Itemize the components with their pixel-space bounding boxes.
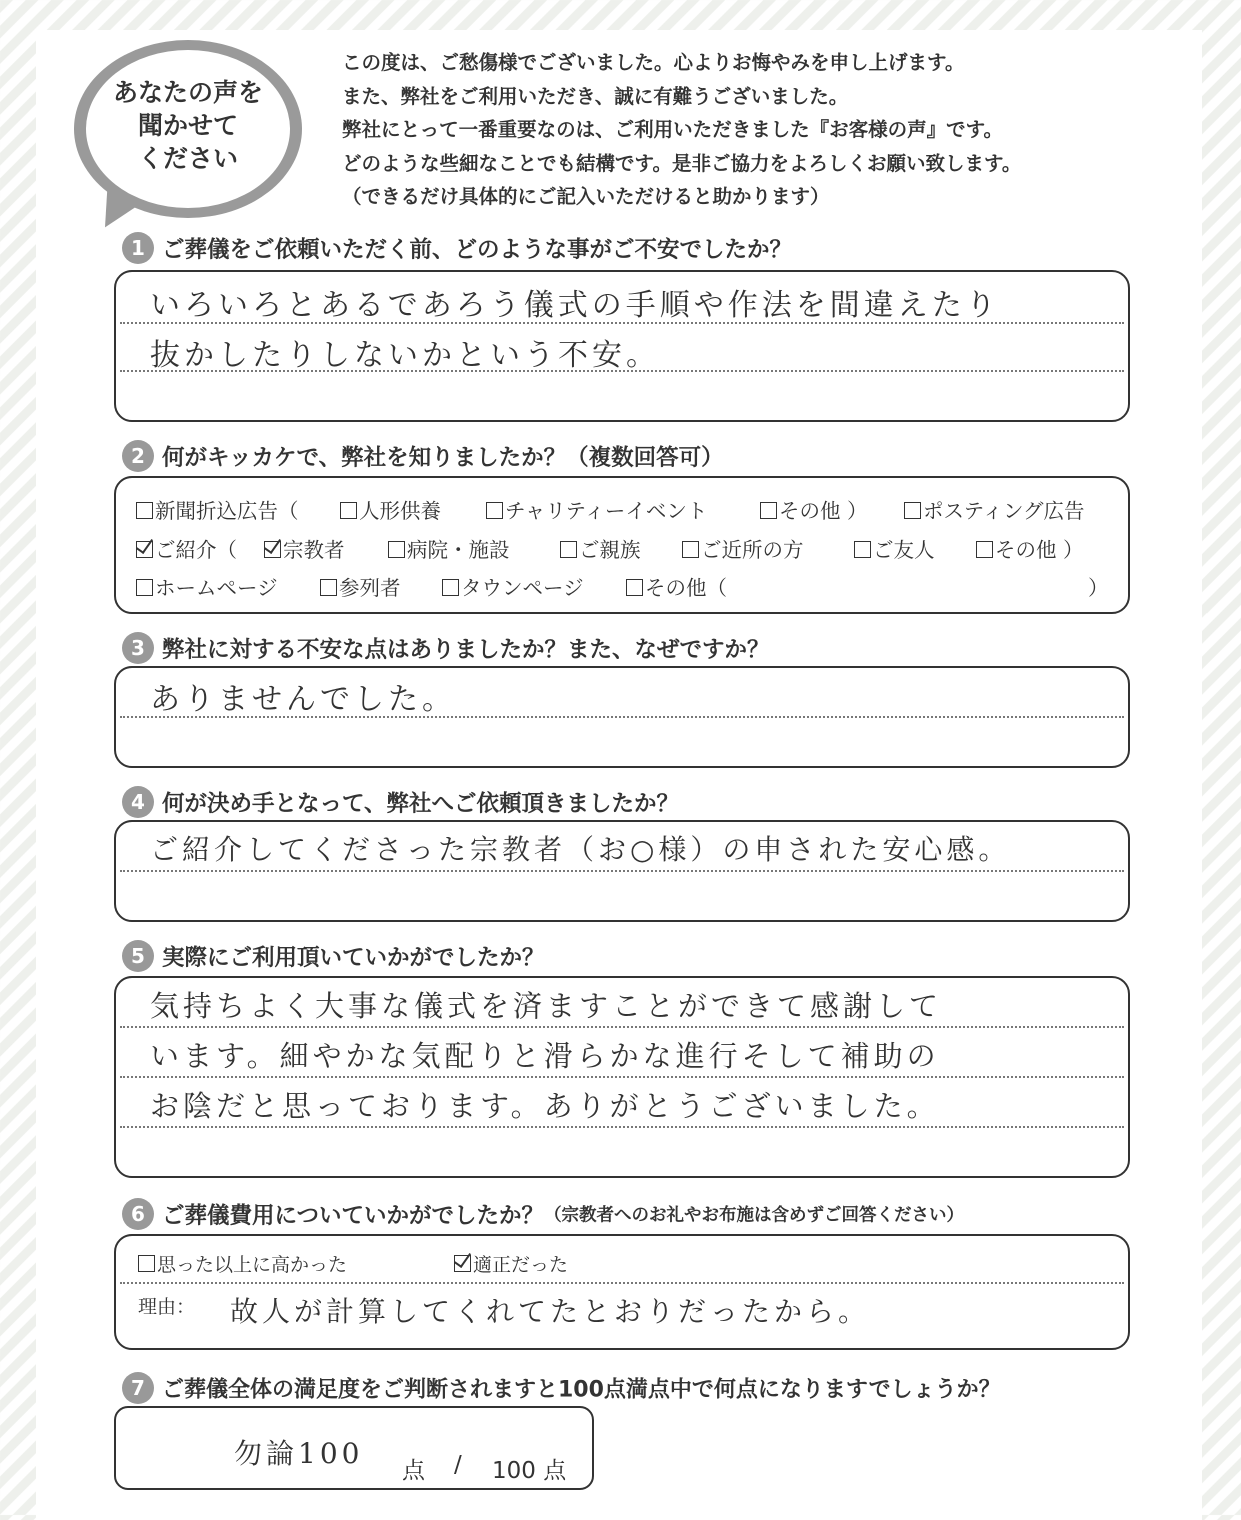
question-note: （宗教者へのお礼やお布施は含めずご回答ください） <box>544 1205 965 1226</box>
checkbox-checked[interactable] <box>264 541 281 558</box>
answer-box-5[interactable] <box>114 976 1130 1178</box>
checkbox[interactable] <box>854 541 871 558</box>
option-townpage[interactable]: タウンページ <box>442 571 584 601</box>
question-1 <box>122 232 792 264</box>
reason-label: 理由： <box>138 1296 196 1318</box>
option-neighbors[interactable]: ご近所の方 <box>682 533 804 563</box>
option-posting-ad[interactable]: ポスティング広告 <box>904 494 1085 524</box>
option-reasonable[interactable]: 適正だった <box>454 1250 568 1277</box>
option-other[interactable]: その他 ） <box>760 494 868 524</box>
score-max: 100 点 <box>492 1458 567 1484</box>
question-number: 3 <box>122 632 154 664</box>
checkbox[interactable] <box>560 541 577 558</box>
option-relatives[interactable]: ご親族 <box>560 533 641 563</box>
option-referral[interactable]: ご紹介（ <box>136 533 237 563</box>
question-title: 弊社に対する不安な点はありましたか？また、なぜですか？ <box>162 637 770 663</box>
option-doll-memorial[interactable]: 人形供養 <box>340 494 441 524</box>
bubble-heading <box>86 76 290 175</box>
option-attendee[interactable]: 参列者 <box>320 571 401 601</box>
option-charity-event[interactable]: チャリティーイベント <box>486 494 707 524</box>
handwritten-answer: 抜かしたりしないかという不安。 <box>150 338 660 373</box>
checkbox[interactable] <box>760 502 777 519</box>
score-slash: / <box>454 1452 462 1478</box>
checkbox[interactable] <box>626 579 643 596</box>
question-title: 何が決め手となって、弊社へご依頼頂きましたか？ <box>162 791 680 817</box>
checkbox[interactable] <box>682 541 699 558</box>
dotted-line <box>120 1282 1124 1284</box>
checkbox-checked[interactable] <box>136 541 153 558</box>
dotted-line <box>120 870 1124 872</box>
checkbox[interactable] <box>138 1255 155 1272</box>
answer-box-2 <box>114 476 1130 614</box>
question-number: 1 <box>122 232 154 264</box>
handwritten-answer: いろいろとあるであろう儀式の手順や作法を間違えたり <box>150 288 1000 323</box>
dotted-line <box>120 1076 1124 1078</box>
dotted-line <box>120 1026 1124 1028</box>
bubble-line: あなたの声を <box>112 78 263 107</box>
option-religious[interactable]: 宗教者 <box>264 533 345 563</box>
question-title: ご葬儀全体の満足度をご判断されますと100点満点中で何点になりますでしょうか？ <box>162 1377 1001 1403</box>
checkbox[interactable] <box>136 502 153 519</box>
option-homepage[interactable]: ホームページ <box>136 571 278 601</box>
option-too-expensive[interactable]: 思った以上に高かった <box>138 1250 347 1277</box>
checkbox-checked[interactable] <box>454 1255 471 1272</box>
handwritten-answer: 気持ちよく大事な儀式を済ますことができて感謝して <box>150 989 943 1023</box>
checkbox[interactable] <box>904 502 921 519</box>
option-hospital[interactable]: 病院・施設 <box>388 533 510 563</box>
score-box[interactable] <box>114 1406 594 1490</box>
question-3 <box>122 632 770 664</box>
question-title: ご葬儀をご依頼いただく前、どのような事がご不安でしたか？ <box>162 237 793 263</box>
question-4 <box>122 786 679 818</box>
intro-line: どのような些細なことでも結構です。是非ご協力をよろしくお願い致します。 <box>342 151 1022 175</box>
question-title: 何がキッカケで、弊社を知りましたか？（複数回答可） <box>162 445 724 471</box>
checkbox[interactable] <box>320 579 337 596</box>
checkbox[interactable] <box>976 541 993 558</box>
handwritten-answer: ご紹介してくださった宗教者（お○様）の申された安心感。 <box>150 833 1011 866</box>
intro-line: 弊社にとって一番重要なのは、ご利用いただきました『お客様の声』です。 <box>342 118 1004 141</box>
question-number: 2 <box>122 440 154 472</box>
question-number: 7 <box>122 1372 154 1404</box>
checkbox[interactable] <box>388 541 405 558</box>
option-newspaper[interactable]: 新聞折込広告（ <box>136 494 299 524</box>
dotted-line <box>120 1126 1124 1128</box>
intro-line: また、弊社をご利用いただき、誠に有難うございました。 <box>342 84 849 108</box>
option-friends[interactable]: ご友人 <box>854 533 935 563</box>
question-number: 6 <box>122 1198 154 1230</box>
answer-box-6 <box>114 1234 1130 1350</box>
question-7 <box>122 1372 1001 1404</box>
intro-line: （できるだけ具体的にご記入いただけると助かります） <box>342 185 830 208</box>
option-other[interactable]: その他（ <box>626 571 727 601</box>
question-title: ご葬儀費用についていかがでしたか？ <box>162 1203 545 1229</box>
checkbox[interactable] <box>340 502 357 519</box>
intro-line: この度は、ご愁傷様でございました。心よりお悔やみを申し上げます。 <box>342 51 965 74</box>
checkbox[interactable] <box>442 579 459 596</box>
handwritten-answer: お陰だと思っております。ありがとうございました。 <box>150 1089 940 1123</box>
handwritten-answer: ありませんでした。 <box>150 682 456 717</box>
bubble-line: 聞かせて <box>137 111 238 140</box>
checkbox[interactable] <box>486 502 503 519</box>
question-2 <box>122 440 724 472</box>
score-unit: 点 <box>402 1458 425 1484</box>
answer-box-4[interactable] <box>114 820 1130 922</box>
checkbox[interactable] <box>136 579 153 596</box>
question-title: 実際にご利用頂いていかがでしたか？ <box>162 945 545 971</box>
option-other[interactable]: その他 ） <box>976 533 1084 563</box>
handwritten-answer: います。細やかな気配りと滑らかな進行そして補助の <box>150 1039 940 1073</box>
handwritten-score: 勿論100 <box>234 1437 364 1470</box>
answer-box-1[interactable] <box>114 270 1130 422</box>
answer-box-3[interactable] <box>114 666 1130 768</box>
handwritten-reason: 故人が計算してくれてたとおりだったから。 <box>230 1295 871 1328</box>
question-5 <box>122 940 545 972</box>
question-6 <box>122 1198 964 1230</box>
intro-text <box>342 46 1202 214</box>
question-number: 5 <box>122 940 154 972</box>
question-number: 4 <box>122 786 154 818</box>
close-paren: ） <box>1088 576 1109 600</box>
bubble-line: ください <box>137 144 238 173</box>
